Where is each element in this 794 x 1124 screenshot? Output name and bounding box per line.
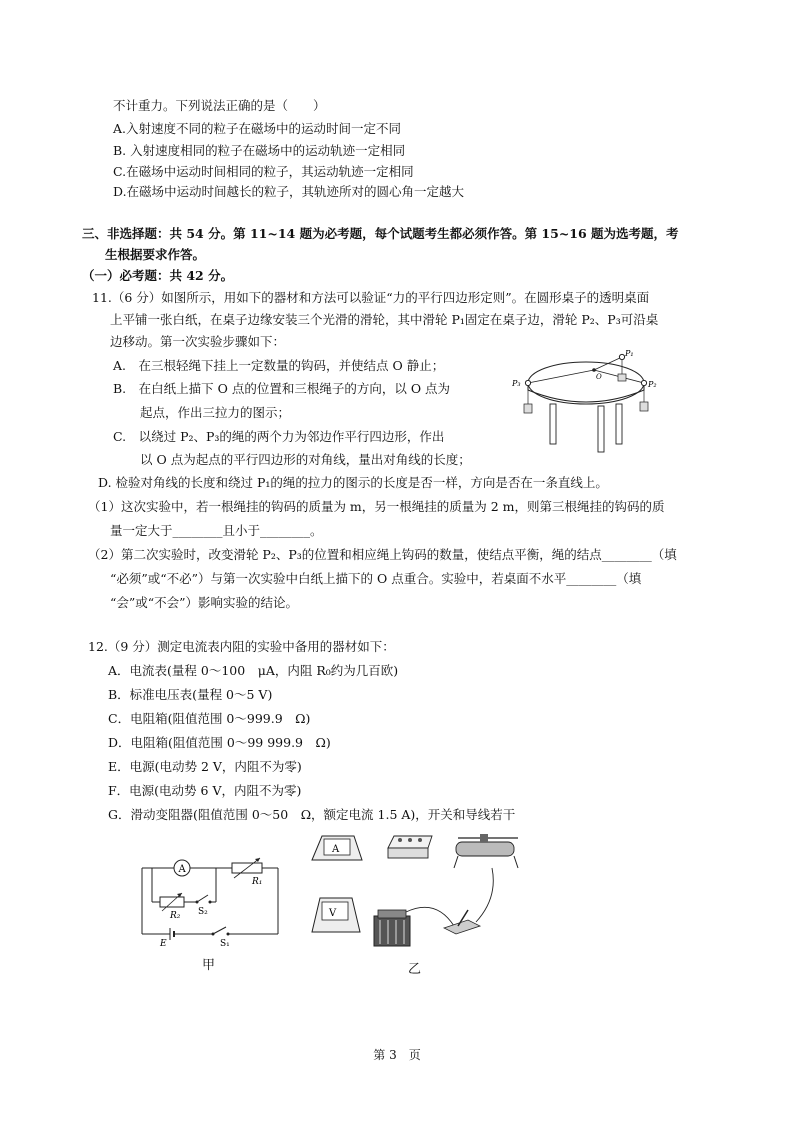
q10-option-d: D.在磁场中运动时间越长的粒子，其轨迹所对的圆心角一定越大	[113, 184, 465, 199]
q11-step-a: A. 在三根轻绳下挂上一定数量的钩码，并使结点 O 静止；	[113, 358, 445, 373]
section3-heading: 三、非选择题：共 54 分。第 11~14 题为必考题，每个试题考生都必须作答。第 15~16 题为选考题，考	[82, 226, 679, 241]
q11-part2-c: “会”或“不会”）影响实验的结论。	[110, 595, 299, 610]
q12-item-a: A．电流表(量程 0～100 μA，内阻 R₀约为几百欧)	[108, 663, 399, 678]
circuit-diagram	[140, 848, 290, 948]
q12-item-e: E．电源(电动势 2 V，内阻不为零)	[108, 759, 302, 774]
photo-ammeter-label: A	[332, 844, 340, 855]
q12-item-g: G．滑动变阻器(阻值范围 0～50 Ω，额定电流 1.5 A)，开关和导线若干	[108, 807, 516, 822]
q11-part2-b: “必须”或“不必”）与第一次实验中白纸上描下的 O 点重合。实验中，若桌面不水平________（填	[110, 571, 642, 586]
q12-stem: 12.（9 分）测定电流表内阻的实验中备用的器材如下：	[88, 639, 395, 654]
section3-sub-heading: （一）必考题：共 42 分。	[82, 268, 234, 283]
page-number: 第 3 页	[373, 1048, 421, 1062]
q12-item-c: C．电阻箱(阻值范围 0～999.9 Ω)	[108, 711, 311, 726]
q11-step-c-1: C. 以绕过 P₂、P₃的绳的两个力为邻边作平行四边形，作出	[113, 429, 445, 444]
q10-option-b: B. 入射速度相同的粒子在磁场中的运动轨迹一定相同	[113, 143, 406, 158]
q11-table-figure	[512, 348, 668, 460]
q12-item-b: B．标准电压表(量程 0～5 V)	[108, 687, 273, 702]
q11-stem-2: 上平铺一张白纸，在桌子边缘安装三个光滑的滑轮，其中滑轮 P₁固定在桌子边，滑轮 P₂、P₃可沿桌	[110, 312, 659, 327]
q11-step-d: D. 检验对角线的长度和绕过 P₁的绳的拉力的图示的长度是否一样，方向是否在一条直线上。	[98, 475, 608, 490]
q11-part1-b: 量一定大于________且小于________。	[110, 523, 323, 538]
label-p1: P₁	[625, 349, 634, 358]
apparatus-illustration	[308, 828, 533, 956]
ammeter-label: A	[178, 864, 186, 875]
q10-option-c: C.在磁场中运动时间相同的粒子，其运动轨迹一定相同	[113, 164, 414, 179]
section3-heading-cont: 生根据要求作答。	[105, 247, 206, 262]
q11-step-b-1: B. 在白纸上描下 O 点的位置和三根绳子的方向，以 O 点为	[113, 381, 451, 396]
q11-stem-1: 11.（6 分）如图所示，用如下的器材和方法可以验证“力的平行四边形定则”。在圆形桌子的透明桌面	[92, 290, 650, 305]
q11-step-b-2: 起点，作出三拉力的图示；	[140, 405, 291, 420]
q12-item-f: F．电源(电动势 6 V，内阻不为零)	[108, 783, 302, 798]
q11-stem-3: 边移动。第一次实验步骤如下：	[110, 334, 286, 349]
q10-continuation: 不计重力。下列说法正确的是（ ）	[113, 98, 326, 113]
circuit-caption: 甲	[202, 958, 216, 973]
apparatus-caption: 乙	[408, 962, 422, 977]
q11-part1-a: （1）这次实验中，若一根绳挂的钩码的质量为 m，另一根绳挂的质量为 2 m，则第三根绳挂的钩码的质	[88, 499, 665, 514]
s2-label: S₂	[198, 907, 208, 917]
r1-label: R₁	[252, 877, 263, 887]
e-label: E	[160, 939, 167, 948]
q11-part2-a: （2）第二次实验时，改变滑轮 P₂、P₃的位置和相应绳上钩码的数量，使结点平衡，绳的结点________（填	[88, 547, 677, 562]
label-p2: P₂	[648, 380, 657, 389]
label-p3: P₃	[512, 379, 521, 388]
q12-item-d: D．电阻箱(阻值范围 0～99 999.9 Ω)	[108, 735, 331, 750]
r2-label: R₂	[170, 911, 181, 921]
q10-option-a: A.入射速度不同的粒子在磁场中的运动时间一定不同	[113, 121, 402, 136]
q11-step-c-2: 以 O 点为起点的平行四边形的对角线，量出对角线的长度；	[140, 452, 471, 467]
label-o: O	[596, 373, 602, 381]
s1-label: S₁	[220, 939, 230, 948]
photo-voltmeter-label: V	[329, 908, 337, 919]
